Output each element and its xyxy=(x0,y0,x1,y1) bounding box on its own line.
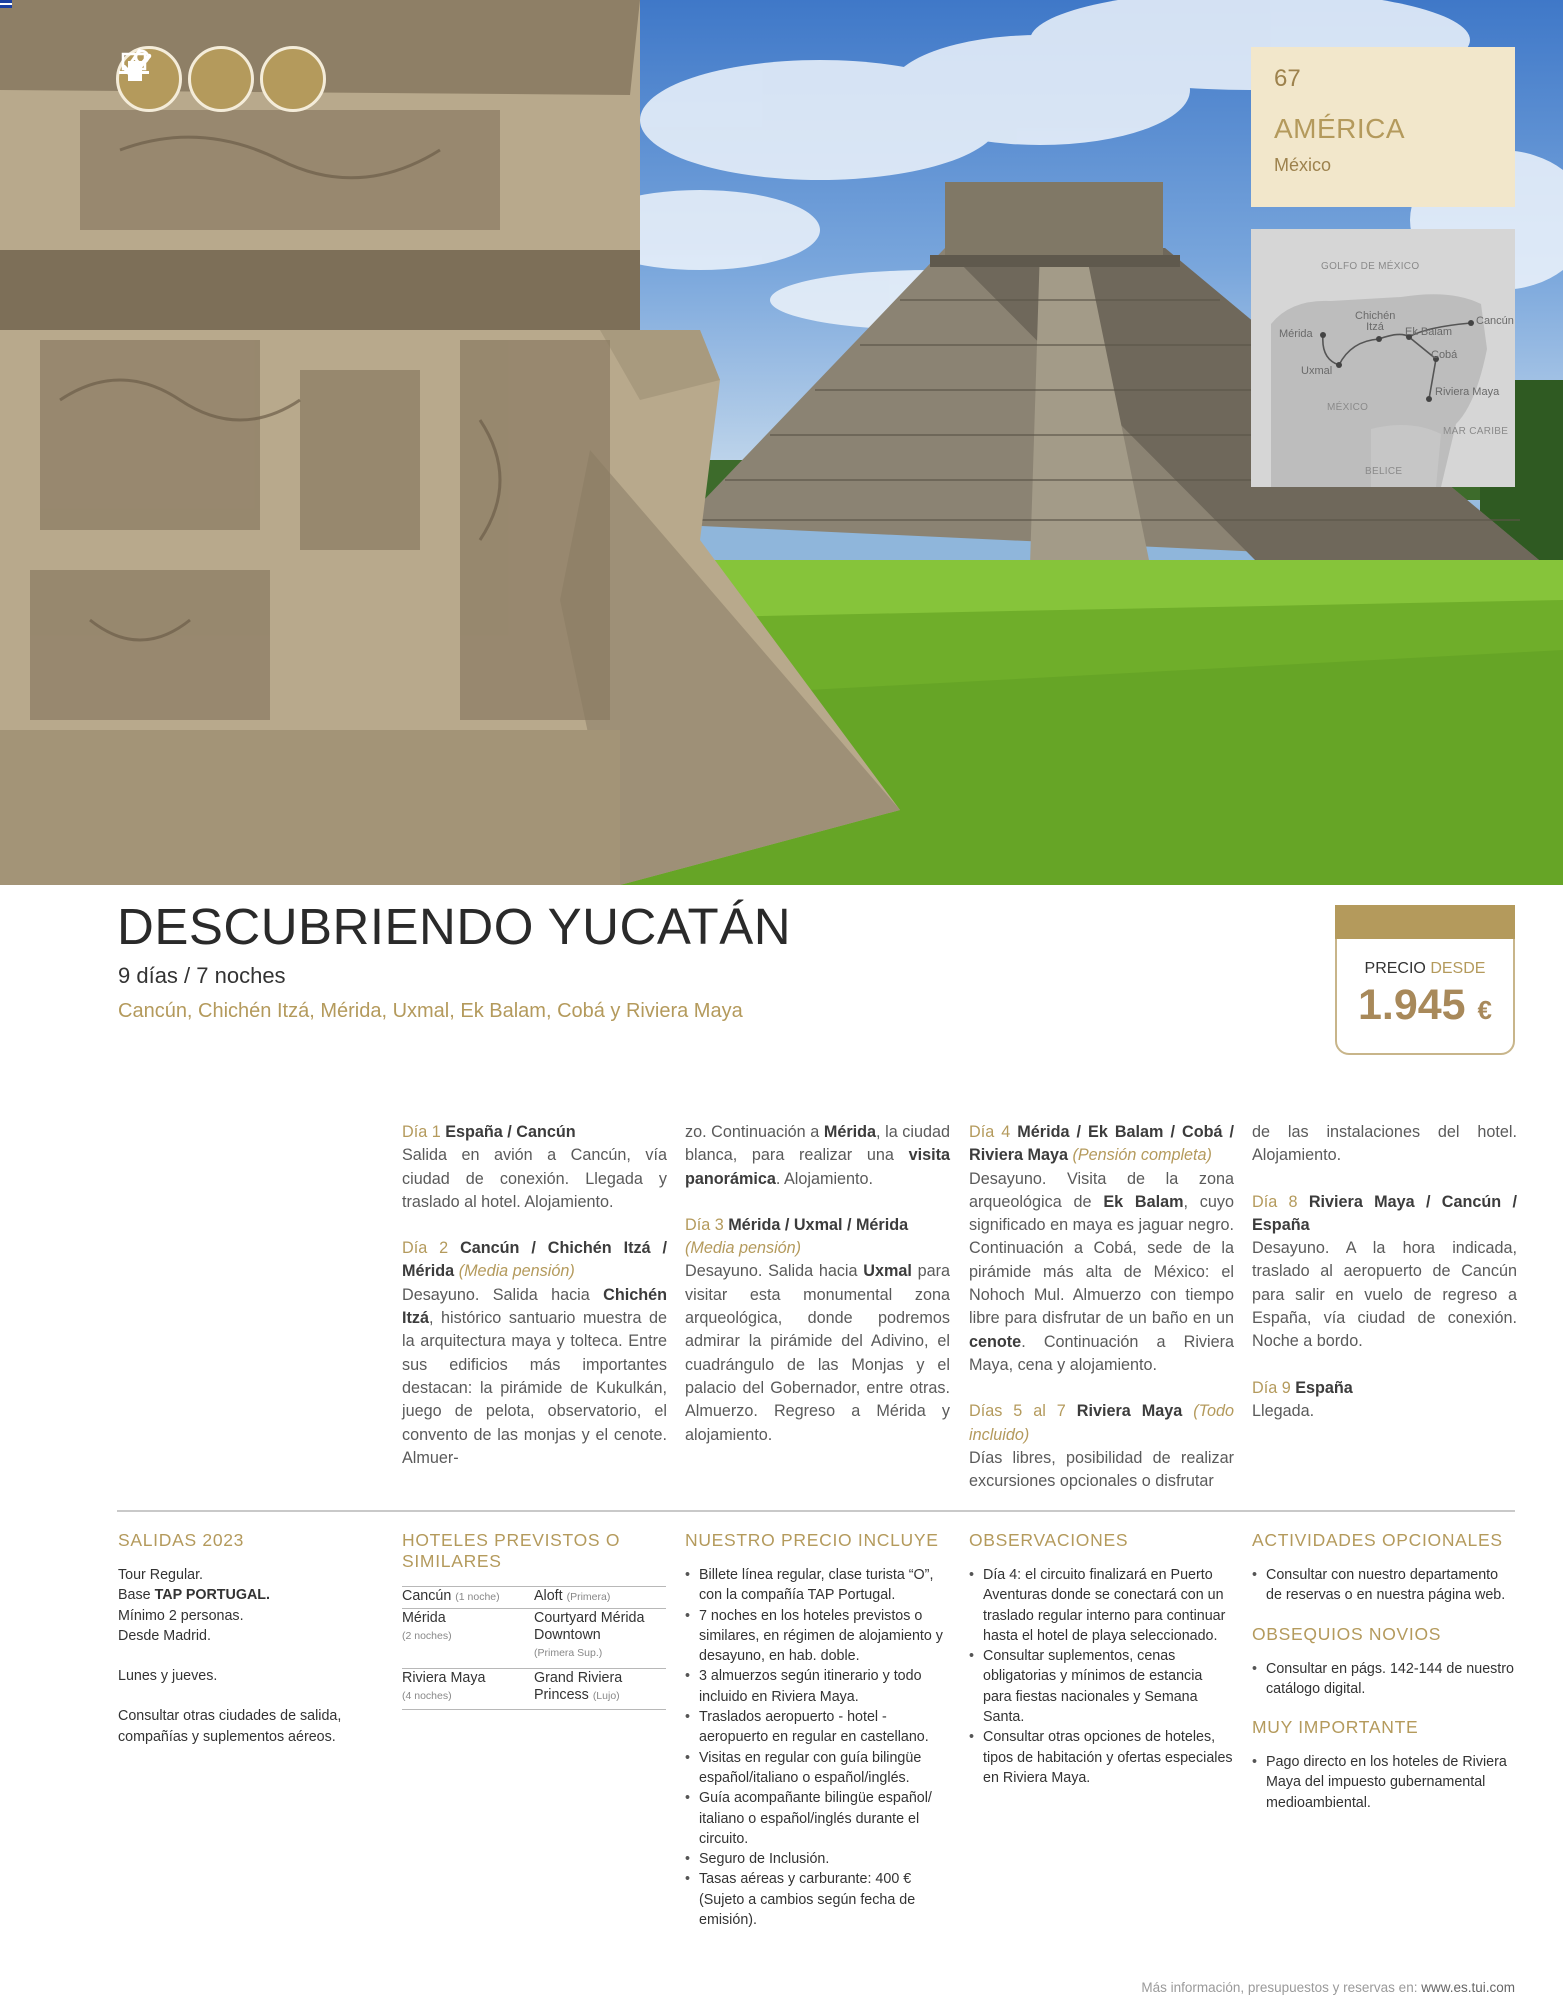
highlight: Uxmal xyxy=(863,1262,912,1281)
price-label: PRECIO DESDE xyxy=(1364,960,1486,977)
price-box xyxy=(1335,905,1515,1055)
day-title: España / Cancún xyxy=(445,1123,576,1141)
day-text: , cuyo significado en maya es jaguar negro. Continuación a Cobá, sede de la pirámide más alta de México: el Nohoch Mul. Almuerzo con tiempo libre para disfrutar de un baño en un xyxy=(969,1192,1235,1328)
list-item: • Seguro de Inclusión. xyxy=(685,1849,949,1869)
section-heading: ACTIVIDADES OPCIONALES xyxy=(1252,1530,1503,1550)
day-title: Mérida / Uxmal / Mérida xyxy=(728,1215,909,1234)
itinerary-column-1 xyxy=(402,1121,667,1493)
itinerary-column-2 xyxy=(685,1121,950,1470)
day-label: Día 2 xyxy=(402,1239,449,1258)
itinerary-column-4 xyxy=(1252,1121,1517,1446)
observaciones-list xyxy=(969,1565,1233,1788)
table-row: Cancún (1 noche) Aloft (Primera) xyxy=(402,1587,666,1609)
day-label: Día 8 xyxy=(1252,1192,1298,1211)
highlight: Mérida xyxy=(823,1123,877,1141)
salidas-line: Tour Regular. xyxy=(118,1567,204,1583)
day-text: Desayuno. A la hora indicada, traslado al aeropuerto de Cancún para salir en vuelo de regreso a España, vía ciudad de conexión. Noche a bordo. xyxy=(1252,1239,1517,1351)
obsequios-list xyxy=(1252,1659,1516,1700)
map-label-merida: Mérida xyxy=(1279,328,1313,340)
observaciones-section xyxy=(969,1530,1233,1788)
highlight: Ek Balam xyxy=(1103,1192,1184,1211)
section-heading: SALIDAS 2023 xyxy=(118,1530,245,1550)
list-item: • Traslados aeropuerto - hotel - aeropuerto en regular en castellano. xyxy=(685,1707,949,1748)
section-divider xyxy=(117,1510,1515,1512)
incluye-section xyxy=(685,1530,949,1930)
flag-icon xyxy=(0,0,12,8)
tour-route: Cancún, Chichén Itzá, Mérida, Uxmal, Ek Balam, Cobá y Riviera Maya xyxy=(118,1000,743,1022)
day-text: Salida en avión a Cancún, vía ciudad de conexión. Llegada y traslado al hotel. Alojamiento. xyxy=(402,1146,667,1211)
map-label-caribe: MAR CARIBE xyxy=(1443,426,1509,437)
section-heading: MUY IMPORTANTE xyxy=(1252,1717,1419,1738)
region-label: AMÉRICA xyxy=(1274,113,1406,144)
table-row: Riviera Maya (4 noches) Grand Riviera Princess (Lujo) xyxy=(402,1669,666,1710)
salidas-line: Consultar otras ciudades de salida, compañías y suplementos aéreos. xyxy=(118,1708,342,1745)
list-item: • Consultar suplementos, cenas obligatorias y mínimos de estancia para fiestas nacionales y Semana Santa. xyxy=(969,1646,1233,1727)
day-text: . Alojamiento. xyxy=(775,1169,874,1188)
day-label: Día 4 xyxy=(969,1123,1011,1141)
salidas-line: Mínimo 2 personas. xyxy=(118,1607,244,1624)
day-title: España xyxy=(1295,1378,1353,1397)
day-text: para visitar esta monumental zona arqueológica, donde podremos admirar la pirámide del Adivino, el cuadrángulo de las Monjas y el palacio del Gobernador, entre otras. Almuerzo. Regreso a Mérida y alojamiento. xyxy=(685,1262,951,1444)
day-label: Días 5 al 7 xyxy=(969,1402,1066,1421)
page-number: 67 xyxy=(1274,65,1301,92)
salidas-line: Lunes y jueves. xyxy=(118,1668,218,1685)
day-label: Día 3 xyxy=(685,1215,724,1234)
actividades-section xyxy=(1252,1530,1516,1813)
map-label-riviera: Riviera Maya xyxy=(1435,386,1500,398)
section-heading: HOTELES PREVISTOS O SIMILARES xyxy=(402,1530,621,1571)
salidas-section xyxy=(118,1530,368,1747)
map-label-cancun: Cancún xyxy=(1476,315,1514,327)
map-label-mexico: MÉXICO xyxy=(1327,402,1369,413)
tour-title: DESCUBRIENDO YUCATÁN xyxy=(117,898,792,955)
list-item: • Billete línea regular, clase turista “O”, con la compañía TAP Portugal. xyxy=(685,1565,949,1606)
importante-list xyxy=(1252,1752,1516,1813)
salidas-line: Desde Madrid. xyxy=(118,1627,211,1644)
day-title: Riviera Maya / Cancún / España xyxy=(1252,1192,1517,1234)
map-label-ekbalam: Ek Balam xyxy=(1405,326,1453,338)
list-item: • Consultar en págs. 142-144 de nuestro catálogo digital. xyxy=(1252,1659,1516,1700)
day-text: Días libres, posibilidad de realizar excursiones opcionales o disfrutar xyxy=(969,1448,1234,1491)
day-text: Llegada. xyxy=(1252,1401,1315,1420)
highlight: cenote xyxy=(969,1332,1022,1351)
meal-plan: (Media pensión) xyxy=(458,1262,575,1281)
footer-text: Más información, presupuestos y reservas en: xyxy=(1141,1980,1418,1995)
route-map xyxy=(1251,229,1515,487)
list-item: • 3 almuerzos según itinerario y todo incluido en Riviera Maya. xyxy=(685,1666,949,1707)
hero-photo xyxy=(0,0,1563,885)
footer-link[interactable]: www.es.tui.com xyxy=(1421,1980,1515,1995)
meal-plan: (Media pensión) xyxy=(685,1239,802,1258)
highlight: visita panorámica xyxy=(685,1146,950,1188)
actividades-list xyxy=(1252,1565,1516,1606)
meal-plan: (Pensión completa) xyxy=(1072,1146,1212,1165)
section-heading: NUESTRO PRECIO INCLUYE xyxy=(685,1530,939,1550)
salidas-line: Base TAP PORTUGAL. xyxy=(118,1587,271,1604)
day-title: Mérida / Ek Balam / Cobá / Riviera Maya xyxy=(969,1123,1234,1165)
hoteles-section xyxy=(402,1530,666,1710)
day-title: Riviera Maya xyxy=(1076,1402,1183,1421)
price-box-header-bar xyxy=(1335,905,1515,939)
list-item: • Pago directo en los hoteles de Riviera Maya del impuesto gubernamental medioambiental. xyxy=(1252,1752,1516,1813)
footer xyxy=(1141,1980,1515,1995)
check-icon xyxy=(188,46,254,112)
list-item: • Día 4: el circuito finalizará en Puerto Aventuras donde se conectará con un traslado regular interno para continuar hasta el hotel de playa seleccionado. xyxy=(969,1565,1233,1646)
day-text: Desayuno. Salida hacia xyxy=(402,1285,590,1304)
day-title: Cancún / Chichén Itzá / Mérida xyxy=(402,1239,668,1281)
section-heading: OBSEQUIOS NOVIOS xyxy=(1252,1623,1442,1644)
day-text: de las instalaciones del hotel. Alojamiento. xyxy=(1252,1123,1517,1165)
day-label: Día 9 xyxy=(1252,1378,1291,1397)
list-item: • Consultar otras opciones de hoteles, tipos de habitación y ofertas especiales en Riviera Maya. xyxy=(969,1727,1233,1788)
map-label-coba: Cobá xyxy=(1431,349,1458,361)
price-amount: 1.945 € xyxy=(1357,981,1493,1029)
cocktail-icon xyxy=(260,46,326,112)
day-text: Desayuno. Salida hacia xyxy=(685,1262,858,1281)
day-text: Desayuno. Visita de la zona arqueológica de xyxy=(969,1169,1234,1211)
meal-plan: (Todo incluido) xyxy=(969,1402,1234,1444)
list-item: • Consultar con nuestro departamento de reservas o en nuestra página web. xyxy=(1252,1565,1516,1606)
list-item: • Guía acompañante bilingüe español/ italiano o español/inglés durante el circuito. xyxy=(685,1788,949,1849)
day-text: , la ciudad blanca, para realizar una xyxy=(685,1123,951,1165)
itinerary-column-3 xyxy=(969,1121,1234,1516)
map-label-chichen: Chichén Itzá xyxy=(1355,310,1396,333)
section-heading: OBSERVACIONES xyxy=(969,1530,1129,1550)
day-text: . Continuación a Riviera Maya, cena y alojamiento. xyxy=(969,1332,1234,1374)
list-item: • Visitas en regular con guía bilingüe español/italiano o español/inglés. xyxy=(685,1748,949,1789)
day-label: Día 1 xyxy=(402,1123,441,1141)
map-label-gulf: GOLFO DE MÉXICO xyxy=(1321,261,1420,272)
list-item: • Tasas aéreas y carburante: 400 € (Sujeto a cambios según fecha de emisión). xyxy=(685,1869,949,1930)
country-label: México xyxy=(1274,155,1332,175)
map-label-belize: BELICE xyxy=(1365,466,1403,477)
map-label-uxmal: Uxmal xyxy=(1301,365,1333,377)
day-text: , histórico santuario muestra de la arquitectura maya y tolteca. Entre sus edificios más importantes destacan: la pirámide de Kukulkán, juego de pelota, observatorio, el convento de las monjas y el cenote. Almuer- xyxy=(402,1309,667,1467)
tour-duration: 9 días / 7 noches xyxy=(118,963,286,988)
list-item: • 7 noches en los hoteles previstos o similares, en régimen de alojamiento y desayuno, en hab. doble. xyxy=(685,1606,949,1667)
highlight: Chichén Itzá xyxy=(402,1285,667,1328)
day-text: zo. Continuación a xyxy=(685,1123,820,1141)
hotels-table xyxy=(402,1586,666,1710)
incluye-list xyxy=(685,1565,949,1930)
feature-icons xyxy=(116,46,326,112)
table-row: Mérida (2 noches) Courtyard Mérida Downtown (Primera Sup.) xyxy=(402,1609,666,1669)
page-label-box xyxy=(1251,47,1515,207)
